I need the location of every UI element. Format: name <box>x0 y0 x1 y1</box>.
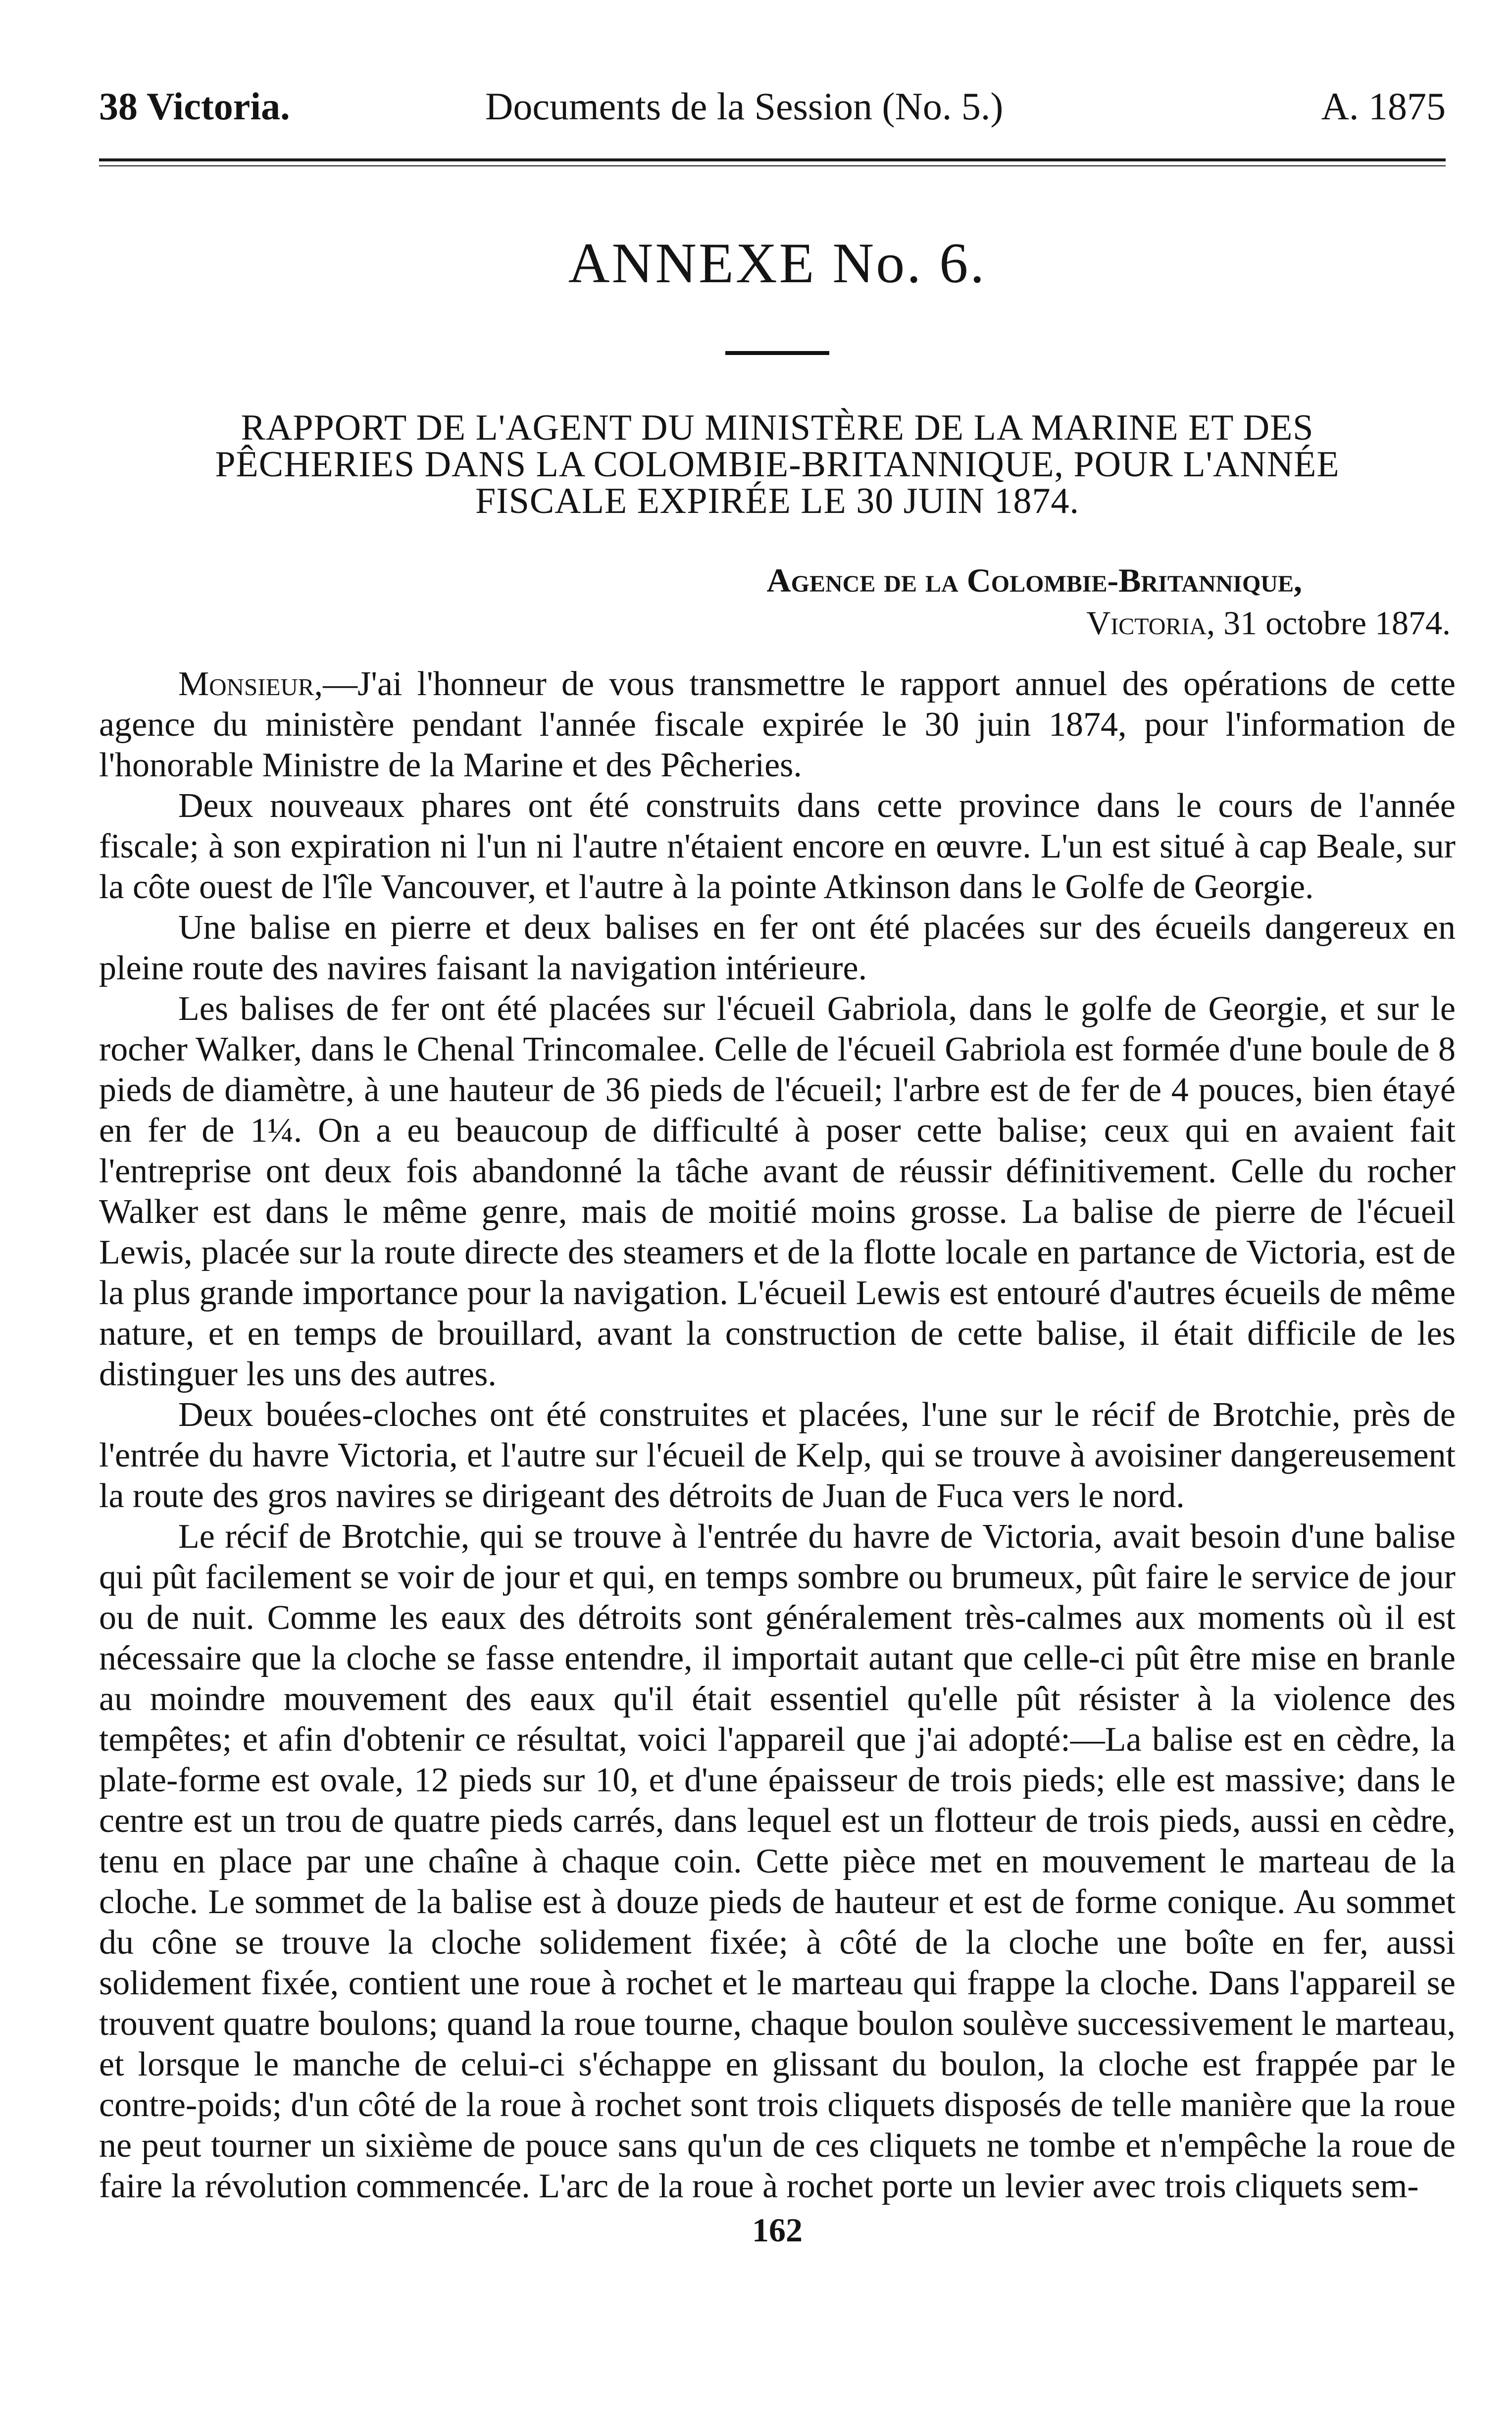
dateline-date: 31 octobre 1874. <box>1223 604 1451 642</box>
body-text <box>99 664 1456 2207</box>
paragraph: Deux nouveaux phares ont été construits dans cette province dans le cours de l'année fiscale; à son expiration ni l'un ni l'autre n'étaient encore en œuvre. L'un est situé à cap Beale, sur la côte ouest de l'île Vancouver, et l'autre à la pointe Atkinson dans le Golfe de Georgie. <box>99 787 1456 906</box>
dateline-place-date <box>99 602 1451 644</box>
dateline-city: Victoria, <box>1086 604 1215 642</box>
header-right: A. 1875 <box>1321 85 1446 128</box>
paragraph <box>99 664 1456 786</box>
paragraph: Le récif de Brotchie, qui se trouve à l'entrée du havre de Victoria, avait besoin d'une balise qui pût facilement se voir de jour et qui, en temps sombre ou brumeux, pût faire le service de jour ou de nuit. Comme les eaux des détroits sont généralement très-calmes aux moments où il est nécessaire que la cloche se fasse entendre, il importait autant que celle-ci pût être mise en branle au moindre mouvement des eaux qu'il était essentiel qu'elle pût résister à la violence des tempêtes; et afin d'obtenir ce résultat, voici l'appareil que j'ai adopté:—La balise est en cèdre, la plate-forme est ovale, 12 pieds sur 10, et d'une épaisseur de trois pieds; elle est massive; dans le centre est un trou de quatre pieds carrés, dans lequel est un flotteur de trois pieds, aussi en cèdre, tenu en place par une chaîne à chaque coin. Cette pièce met en mouvement le marteau de la cloche. Le sommet de la balise est à douze pieds de hauteur et est de forme conique. Au sommet du cône se trouve la cloche solidement fixée; à côté de la cloche une boîte en fer, aussi solidement fixée, contient une roue à rochet et le marteau qui frappe la cloche. Dans l'appareil se trouvent quatre boulons; quand la roue tourne, chaque boulon soulève successivement le marteau, et lorsque le manche de celui-ci s'échappe en glissant du boulon, la cloche est frappée par le contre-poids; d'un côté de la roue à rochet sont trois cliquets disposés de telle manière que la roue ne peut tourner un sixième de pouce sans qu'un de ces cliquets ne tombe et n'empêche la roue de faire la révolution commencée. L'arc de la roue à rochet porte un levier avec trois cliquets sem- <box>99 1518 1456 2205</box>
dateline-agency: Agence de la Colombie-Britannique, <box>766 561 1302 599</box>
paragraph: Une balise en pierre et deux balises en fer ont été placées sur des écueils dangereux en pleine route des navires faisant la navigation intérieure. <box>99 909 1456 987</box>
dateline <box>99 559 1456 644</box>
header-center: Documents de la Session (No. 5.) <box>485 85 1004 128</box>
title-divider <box>725 351 829 355</box>
report-title-line: RAPPORT DE L'AGENT DU MINISTÈRE DE LA MARINE ET DES <box>241 407 1314 448</box>
annex-title: ANNEXE No. 6. <box>568 232 987 295</box>
salutation: Monsieur, <box>178 665 323 703</box>
report-title-line: FISCALE EXPIRÉE LE 30 JUIN 1874. <box>475 481 1080 521</box>
running-header <box>99 84 1456 139</box>
paragraph-text: —J'ai l'honneur de vous transmettre le rapport annuel des opérations de cette agence du ministère pendant l'année fiscale expirée le 30 juin 1874, pour l'information de l'honorable Ministre de la Marine et des Pêcheries. <box>99 665 1456 784</box>
paragraph: Les balises de fer ont été placées sur l'écueil Gabriola, dans le golfe de Georgie, et sur le rocher Walker, dans le Chenal Trincomalee. Celle de l'écueil Gabriola est formée d'une boule de 8 pieds de diamètre, à une hauteur de 36 pieds de l'écueil; l'arbre est de fer de 4 pouces, bien étayé en fer de 1¼. On a eu beaucoup de difficulté à poser cette balise; ceux qui en avaient fait l'entreprise ont deux fois abandonné la tâche avant de réussir définitivement. Celle du rocher Walker est dans le même genre, mais de moitié moins grosse. La balise de pierre de l'écueil Lewis, placée sur la route directe des steamers et de la flotte locale en partance de Victoria, est de la plus grande importance pour la navigation. L'écueil Lewis est entouré d'autres écueils de même nature, et en temps de brouillard, avant la construction de cette balise, il était difficile de les distinguer les uns des autres. <box>99 990 1456 1393</box>
paragraph: Deux bouées-cloches ont été construites et placées, l'une sur le récif de Brotchie, près de l'entrée du havre Victoria, et l'autre sur l'écueil de Kelp, qui se trouve à avoisiner dangereusement la route des gros navires se dirigeant des détroits de Juan de Fuca vers le nord. <box>99 1396 1456 1515</box>
header-left: 38 Victoria. <box>99 85 290 128</box>
header-rule <box>99 158 1446 166</box>
report-title <box>99 409 1456 519</box>
page-number: 162 <box>752 2211 803 2249</box>
report-title-line: PÊCHERIES DANS LA COLOMBIE-BRITANNIQUE, POUR L'ANNÉE <box>215 444 1340 485</box>
document-page <box>99 84 1456 2250</box>
